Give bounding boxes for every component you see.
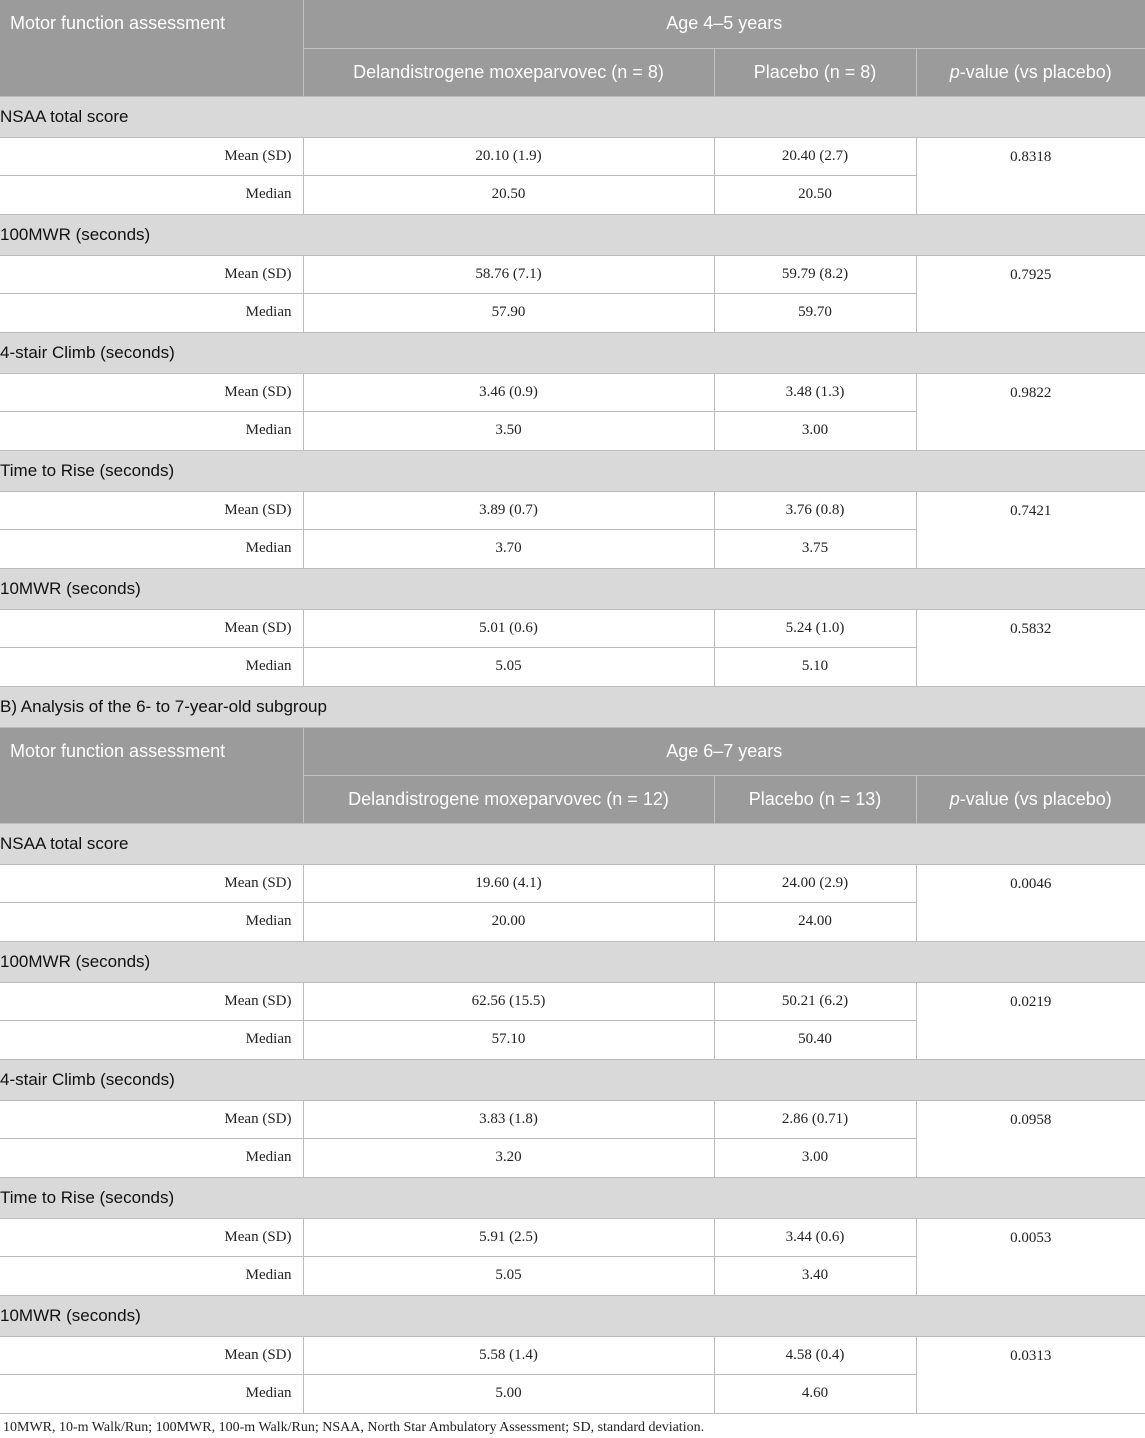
mean-placebo: 59.79 (8.2): [714, 255, 916, 294]
median-treatment: 20.00: [303, 903, 714, 942]
mean-placebo: 5.24 (1.0): [714, 609, 916, 648]
mean-treatment: 62.56 (15.5): [303, 982, 714, 1021]
section-row: [0, 96, 1145, 137]
row-label-median: Median: [0, 1375, 303, 1414]
row-label-median: Median: [0, 1139, 303, 1178]
section-row: [0, 214, 1145, 255]
mean-treatment: 3.89 (0.7): [303, 491, 714, 530]
median-placebo: 3.40: [714, 1257, 916, 1296]
row-label-median: Median: [0, 412, 303, 451]
table-row: [0, 1218, 1145, 1257]
table-row: [0, 1336, 1145, 1375]
row-label-mean: Mean (SD): [0, 1336, 303, 1375]
header-p-value: p-value (vs placebo): [916, 775, 1145, 823]
row-label-median: Median: [0, 176, 303, 215]
mean-placebo: 50.21 (6.2): [714, 982, 916, 1021]
table-row: [0, 255, 1145, 294]
median-treatment: 3.70: [303, 530, 714, 569]
median-placebo: 50.40: [714, 1021, 916, 1060]
mean-placebo: 3.44 (0.6): [714, 1218, 916, 1257]
header-motor-function: Motor function assessment: [0, 727, 303, 823]
mean-treatment: 5.01 (0.6): [303, 609, 714, 648]
p-value: 0.9822: [916, 373, 1145, 450]
header-treatment: Delandistrogene moxeparvovec (n = 8): [303, 48, 714, 96]
table-footnote: 10MWR, 10-m Walk/Run; 100MWR, 100-m Walk/Run; NSAA, North Star Ambulatory Assessment; SD, standard deviation.: [3, 1420, 705, 1435]
p-value: 0.0219: [916, 982, 1145, 1059]
section-row: [0, 1177, 1145, 1218]
mean-treatment: 19.60 (4.1): [303, 864, 714, 903]
mean-treatment: 20.10 (1.9): [303, 137, 714, 176]
median-treatment: 20.50: [303, 176, 714, 215]
section-title: NSAA total score: [0, 823, 1145, 864]
section-row: [0, 823, 1145, 864]
group-a-header: [0, 0, 1145, 96]
row-label-median: Median: [0, 648, 303, 687]
table-row: [0, 491, 1145, 530]
row-label-mean: Mean (SD): [0, 137, 303, 176]
group-b-divider: [0, 686, 1145, 727]
mean-placebo: 24.00 (2.9): [714, 864, 916, 903]
median-placebo: 3.75: [714, 530, 916, 569]
header-placebo: Placebo (n = 8): [714, 48, 916, 96]
row-label-mean: Mean (SD): [0, 255, 303, 294]
mean-placebo: 20.40 (2.7): [714, 137, 916, 176]
mean-treatment: 58.76 (7.1): [303, 255, 714, 294]
mean-placebo: 3.48 (1.3): [714, 373, 916, 412]
header-age-group: Age 4–5 years: [303, 0, 1145, 48]
table-row: [0, 609, 1145, 648]
header-treatment: Delandistrogene moxeparvovec (n = 12): [303, 775, 714, 823]
group-b-header: [0, 727, 1145, 823]
p-value: 0.7421: [916, 491, 1145, 568]
row-label-mean: Mean (SD): [0, 864, 303, 903]
median-placebo: 4.60: [714, 1375, 916, 1414]
header-motor-function: Motor function assessment: [0, 0, 303, 96]
row-label-mean: Mean (SD): [0, 1218, 303, 1257]
section-row: [0, 1059, 1145, 1100]
mean-treatment: 5.58 (1.4): [303, 1336, 714, 1375]
section-title: Time to Rise (seconds): [0, 1177, 1145, 1218]
section-row: [0, 450, 1145, 491]
p-value: 0.0313: [916, 1336, 1145, 1413]
table-row: [0, 982, 1145, 1021]
median-treatment: 5.05: [303, 648, 714, 687]
p-value: 0.8318: [916, 137, 1145, 214]
row-label-mean: Mean (SD): [0, 491, 303, 530]
header-p-value: p-value (vs placebo): [916, 48, 1145, 96]
median-treatment: 57.10: [303, 1021, 714, 1060]
row-label-mean: Mean (SD): [0, 982, 303, 1021]
row-label-mean: Mean (SD): [0, 609, 303, 648]
mean-placebo: 2.86 (0.71): [714, 1100, 916, 1139]
header-age-group: Age 6–7 years: [303, 727, 1145, 775]
median-placebo: 59.70: [714, 294, 916, 333]
section-row: [0, 332, 1145, 373]
section-row: [0, 941, 1145, 982]
median-placebo: 20.50: [714, 176, 916, 215]
p-value: 0.5832: [916, 609, 1145, 686]
group-a-body: [0, 96, 1145, 686]
row-label-median: Median: [0, 1021, 303, 1060]
row-label-mean: Mean (SD): [0, 1100, 303, 1139]
median-placebo: 5.10: [714, 648, 916, 687]
mean-placebo: 3.76 (0.8): [714, 491, 916, 530]
table-row: [0, 1100, 1145, 1139]
section-title: NSAA total score: [0, 96, 1145, 137]
section-title: 4-stair Climb (seconds): [0, 332, 1145, 373]
median-treatment: 5.05: [303, 1257, 714, 1296]
mean-placebo: 4.58 (0.4): [714, 1336, 916, 1375]
section-title: 10MWR (seconds): [0, 1295, 1145, 1336]
section-title: 100MWR (seconds): [0, 941, 1145, 982]
median-treatment: 3.20: [303, 1139, 714, 1178]
median-placebo: 3.00: [714, 1139, 916, 1178]
median-placebo: 24.00: [714, 903, 916, 942]
mean-treatment: 3.46 (0.9): [303, 373, 714, 412]
section-row: [0, 1295, 1145, 1336]
header-placebo: Placebo (n = 13): [714, 775, 916, 823]
row-label-mean: Mean (SD): [0, 373, 303, 412]
table-row: [0, 137, 1145, 176]
section-title: 4-stair Climb (seconds): [0, 1059, 1145, 1100]
mean-treatment: 3.83 (1.8): [303, 1100, 714, 1139]
median-treatment: 3.50: [303, 412, 714, 451]
median-treatment: 5.00: [303, 1375, 714, 1414]
row-label-median: Median: [0, 903, 303, 942]
group-b-title: B) Analysis of the 6- to 7-year-old subgroup: [0, 686, 1145, 727]
p-value: 0.7925: [916, 255, 1145, 332]
table-row: [0, 373, 1145, 412]
section-row: [0, 568, 1145, 609]
row-label-median: Median: [0, 530, 303, 569]
median-treatment: 57.90: [303, 294, 714, 333]
section-title: 10MWR (seconds): [0, 568, 1145, 609]
group-b-body: [0, 823, 1145, 1413]
row-label-median: Median: [0, 294, 303, 333]
row-label-median: Median: [0, 1257, 303, 1296]
table-row: [0, 864, 1145, 903]
section-title: 100MWR (seconds): [0, 214, 1145, 255]
p-value: 0.0958: [916, 1100, 1145, 1177]
median-placebo: 3.00: [714, 412, 916, 451]
p-value: 0.0053: [916, 1218, 1145, 1295]
section-title: Time to Rise (seconds): [0, 450, 1145, 491]
mean-treatment: 5.91 (2.5): [303, 1218, 714, 1257]
p-value: 0.0046: [916, 864, 1145, 941]
